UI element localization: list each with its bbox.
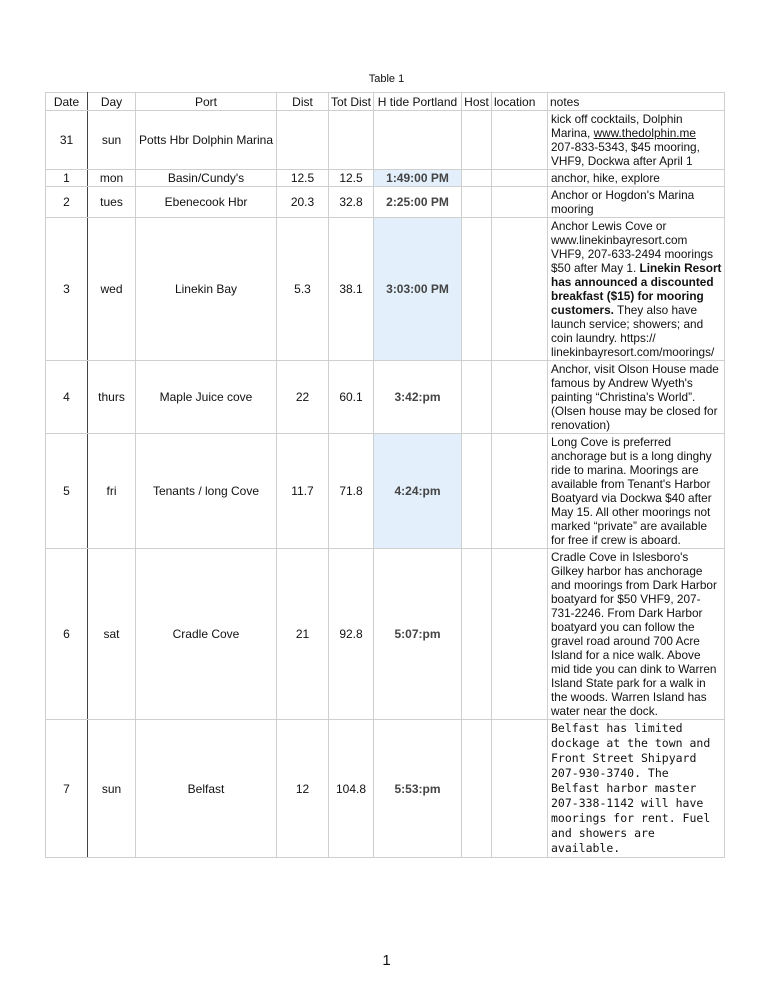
cell-notes: Long Cove is preferred anchorage but is a long dinghy ride to marina. Moorings are available from Tenant's Harbor Boatyard via Dockwa $40 after May 15. All other moorings not marked “private” are available for free if crew is aboard.: [548, 434, 725, 549]
cell-tot-dist: 38.1: [329, 218, 374, 361]
cell-location: [492, 549, 548, 720]
cell-notes: Anchor, visit Olson House made famous by Andrew Wyeth's painting “Christina's World”. (Olsen house may be closed for renovation): [548, 361, 725, 434]
col-header-tot-dist: Tot Dist: [329, 93, 374, 111]
cell-host: [462, 170, 492, 187]
cell-day: wed: [88, 218, 136, 361]
cell-host: [462, 218, 492, 361]
cell-location: [492, 111, 548, 170]
cell-day: sun: [88, 111, 136, 170]
cell-day: sun: [88, 720, 136, 858]
table-row: [46, 187, 725, 218]
cell-location: [492, 434, 548, 549]
cell-host: [462, 434, 492, 549]
cell-date: 31: [46, 111, 88, 170]
cell-location: [492, 720, 548, 858]
cell-notes: Cradle Cove in Islesboro's Gilkey harbor has anchorage and moorings from Dark Harbor boatyard for $50 VHF9, 207-731-2246. From Dark Harbor boatyard you can follow the gravel road around 700 Acre Island for a nice walk. Above mid tide you can dink to Warren Island State park for a walk in the woods. Warren Island has water near the dock.: [548, 549, 725, 720]
cell-host: [462, 187, 492, 218]
cell-tide: 3:42:pm: [374, 361, 462, 434]
notes-text: Anchor Lewis Cove or www.linekinbayresort.com VHF9, 207-633-2494 moorings $50 after May 1.: [551, 219, 713, 275]
cell-port: Maple Juice cove: [136, 361, 277, 434]
cell-port: Cradle Cove: [136, 549, 277, 720]
cell-tide: 1:49:00 PM: [374, 170, 462, 187]
cell-day: tues: [88, 187, 136, 218]
cell-notes: anchor, hike, explore: [548, 170, 725, 187]
col-header-host: Host: [462, 93, 492, 111]
col-header-day: Day: [88, 93, 136, 111]
col-header-port: Port: [136, 93, 277, 111]
cell-tot-dist: [329, 111, 374, 170]
cell-tide: 3:03:00 PM: [374, 218, 462, 361]
notes-text: kick off cocktails, Dolphin Marina,: [551, 112, 683, 140]
cell-location: [492, 170, 548, 187]
notes-text: They also have launch service; showers; and coin laundry. https:// linekinbayresort.com/moorings/: [551, 303, 715, 359]
cell-dist: 21: [277, 549, 329, 720]
cell-day: sat: [88, 549, 136, 720]
cell-tot-dist: 60.1: [329, 361, 374, 434]
notes-text: 207-833-5343, $45 mooring, VHF9, Dockwa after April 1: [551, 140, 700, 168]
cell-notes: Belfast has limited dockage at the town and Front Street Shipyard 207-930-3740. The Belfast harbor master 207-338-1142 will have moorings for rent. Fuel and showers are available.: [548, 720, 725, 858]
cell-notes: Anchor or Hogdon's Marina mooring: [548, 187, 725, 218]
cell-host: [462, 549, 492, 720]
cell-host: [462, 361, 492, 434]
cell-port: Belfast: [136, 720, 277, 858]
cell-dist: 12: [277, 720, 329, 858]
cell-tide: 4:24:pm: [374, 434, 462, 549]
cell-dist: 12.5: [277, 170, 329, 187]
cell-dist: 11.7: [277, 434, 329, 549]
cell-port: Potts Hbr Dolphin Marina: [136, 111, 277, 170]
cell-notes: [548, 218, 725, 361]
cell-tot-dist: 104.8: [329, 720, 374, 858]
dolphin-link[interactable]: www.thedolphin.me: [593, 126, 696, 140]
cell-date: 4: [46, 361, 88, 434]
col-header-dist: Dist: [277, 93, 329, 111]
col-header-location: location: [492, 93, 548, 111]
table-row: [46, 111, 725, 170]
table-row: [46, 361, 725, 434]
cell-dist: 22: [277, 361, 329, 434]
cell-tot-dist: 92.8: [329, 549, 374, 720]
page-number: 1: [382, 952, 391, 969]
table-row: [46, 170, 725, 187]
cell-date: 5: [46, 434, 88, 549]
header-row: [46, 93, 725, 111]
cell-tide: 2:25:00 PM: [374, 187, 462, 218]
table-title: Table 1: [368, 73, 405, 85]
cell-tide: 5:53:pm: [374, 720, 462, 858]
cell-date: 7: [46, 720, 88, 858]
cell-port: Linekin Bay: [136, 218, 277, 361]
table-row: [46, 434, 725, 549]
cell-port: Basin/Cundy's: [136, 170, 277, 187]
cell-host: [462, 720, 492, 858]
cell-port: Tenants / long Cove: [136, 434, 277, 549]
table-row: [46, 720, 725, 858]
cell-tide: [374, 111, 462, 170]
cell-location: [492, 218, 548, 361]
cell-dist: 20.3: [277, 187, 329, 218]
cell-day: mon: [88, 170, 136, 187]
cell-day: thurs: [88, 361, 136, 434]
col-header-h-tide: H tide Portland: [374, 93, 462, 111]
cell-dist: [277, 111, 329, 170]
col-header-date: Date: [46, 93, 88, 111]
col-header-notes: notes: [548, 93, 725, 111]
cell-tot-dist: 12.5: [329, 170, 374, 187]
cell-date: 2: [46, 187, 88, 218]
cell-tide: 5:07:pm: [374, 549, 462, 720]
cell-date: 1: [46, 170, 88, 187]
cell-date: 3: [46, 218, 88, 361]
table-row: [46, 549, 725, 720]
cell-tot-dist: 32.8: [329, 187, 374, 218]
cell-tot-dist: 71.8: [329, 434, 374, 549]
cell-location: [492, 187, 548, 218]
itinerary-table: [45, 92, 725, 858]
notes-bold-text: Linekin Resort has announced a discounted breakfast ($15) for mooring customers.: [551, 261, 722, 317]
cell-dist: 5.3: [277, 218, 329, 361]
table-row: [46, 218, 725, 361]
cell-location: [492, 361, 548, 434]
cell-day: fri: [88, 434, 136, 549]
cell-notes: [548, 111, 725, 170]
cell-port: Ebenecook Hbr: [136, 187, 277, 218]
cell-date: 6: [46, 549, 88, 720]
cell-host: [462, 111, 492, 170]
